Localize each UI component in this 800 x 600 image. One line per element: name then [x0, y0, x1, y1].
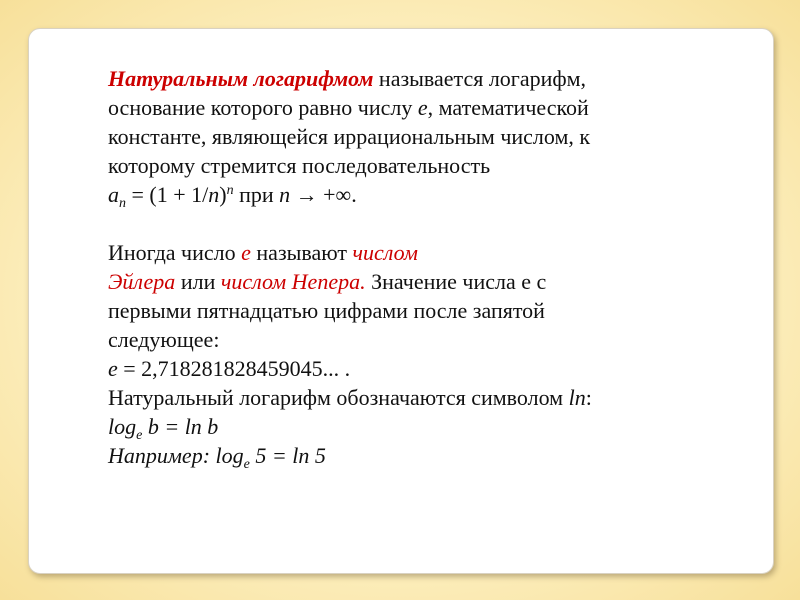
symbol-e: e — [108, 356, 118, 381]
superscript-n: n — [226, 183, 234, 198]
euler-line-2 — [108, 267, 728, 296]
term-number: числом — [352, 240, 418, 265]
text: Натуральный логарифм обозначаются символом — [108, 385, 569, 410]
e-value: = 2,718281828459045... . — [117, 356, 351, 381]
sequence-formula — [108, 180, 728, 209]
symbol-e: e — [241, 240, 251, 265]
subscript-e: e — [243, 457, 250, 472]
text: , математической — [427, 95, 589, 120]
notation-line — [108, 383, 728, 412]
text: ) — [219, 182, 227, 207]
text: или — [175, 269, 221, 294]
symbol-n: n — [208, 182, 220, 207]
text: → +∞. — [290, 182, 357, 207]
text: log — [108, 414, 137, 439]
slide-text — [108, 64, 728, 470]
text: при — [233, 182, 280, 207]
symbol-e: e — [417, 95, 428, 120]
term-napier: числом Непера. — [220, 269, 366, 294]
text: Например: log — [108, 443, 244, 468]
definition-line-1 — [108, 64, 728, 93]
symbol-ln: ln — [568, 385, 586, 410]
example-line — [108, 441, 728, 470]
euler-line-3: первыми пятнадцатью цифрами после запятой — [108, 298, 545, 323]
euler-line-1 — [108, 238, 728, 267]
symbol-a: a — [108, 182, 119, 207]
text: Иногда число — [108, 240, 242, 265]
text: : — [585, 385, 592, 410]
definition-line-2 — [108, 93, 728, 122]
subscript-n: n — [119, 196, 126, 211]
text: основание которого равно числу — [108, 95, 418, 120]
definition-line-3: константе, являющейся иррациональным числом, к — [108, 124, 591, 149]
euler-line-4: следующее: — [108, 327, 220, 352]
text: = (1 + 1/ — [126, 182, 209, 207]
text: b = ln b — [142, 414, 219, 439]
term-euler: Эйлера — [108, 269, 176, 294]
paragraph-gap — [108, 209, 728, 238]
definition-line-4: которому стремится последовательность — [108, 153, 491, 178]
e-value-line — [108, 354, 728, 383]
text: 5 = ln 5 — [249, 443, 326, 468]
symbol-n: n — [279, 182, 291, 207]
text: называют — [250, 240, 353, 265]
log-identity — [108, 412, 728, 441]
text: Значение числа е с — [365, 269, 547, 294]
subscript-e: e — [136, 428, 143, 443]
text: называется логарифм, — [373, 66, 587, 91]
term-natural-logarithm: Натуральным логарифмом — [108, 66, 374, 91]
